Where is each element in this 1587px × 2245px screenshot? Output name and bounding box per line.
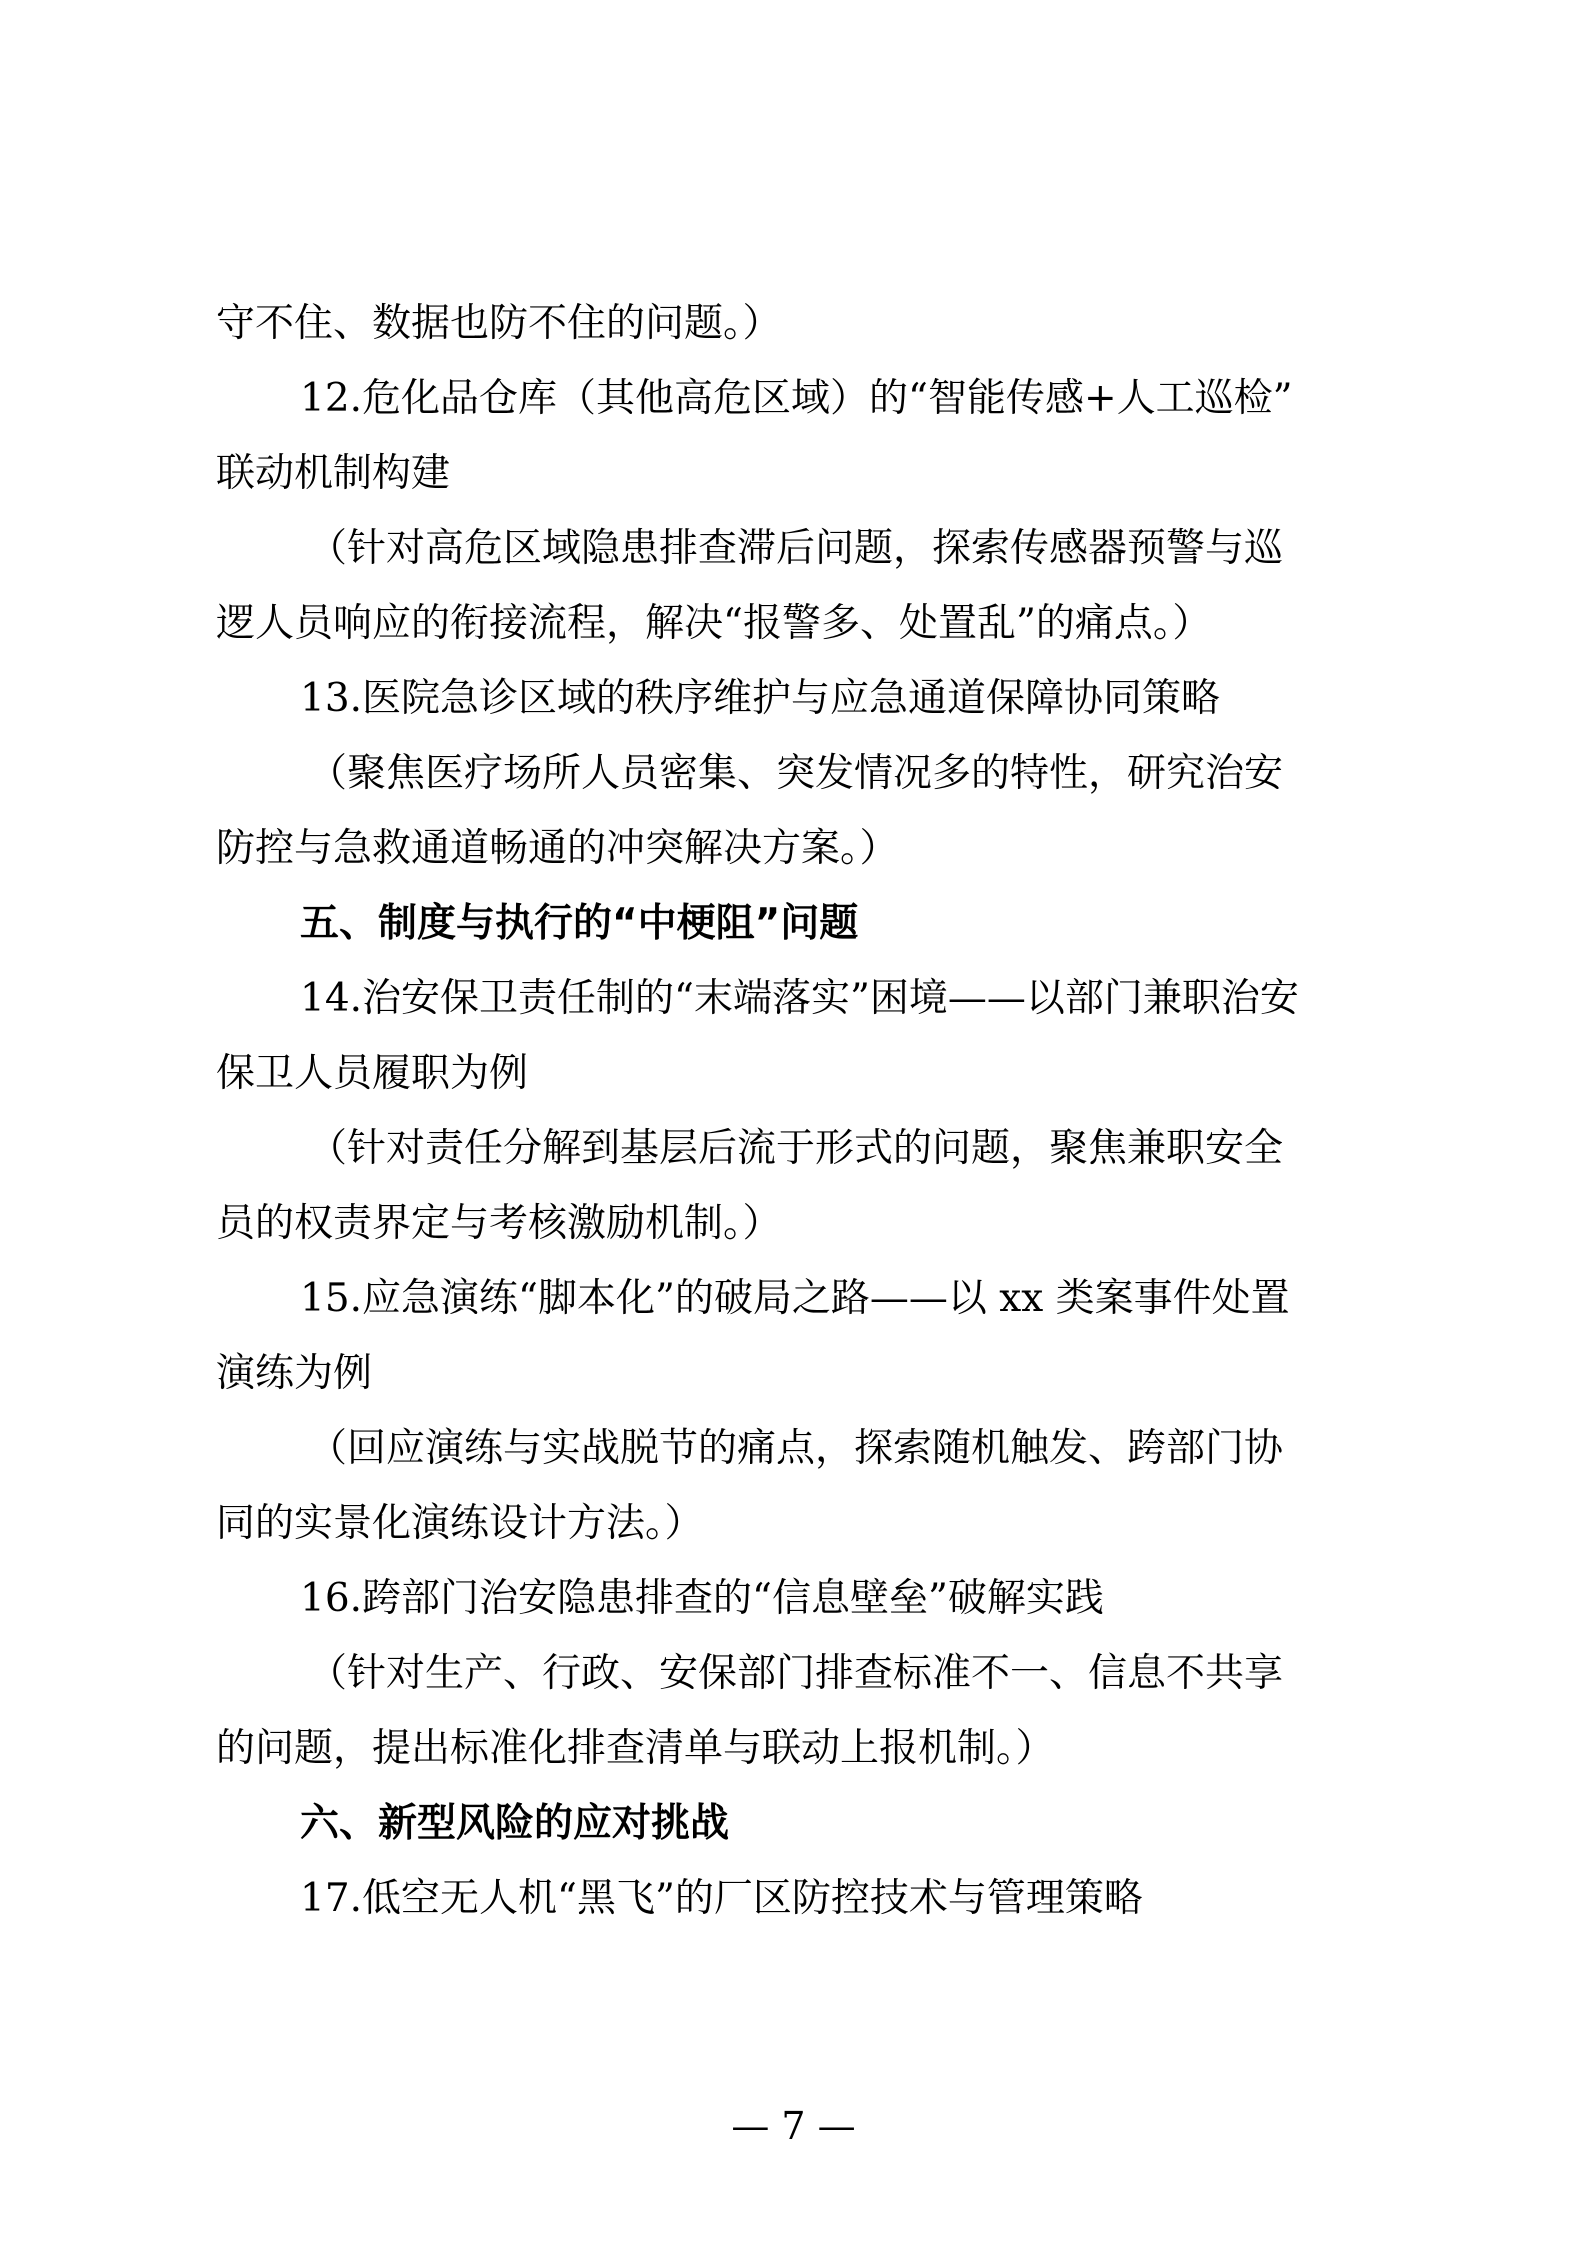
item-13-note: （聚焦医疗场所人员密集、突发情况多的特性，研究治安: [308, 751, 1284, 796]
item-15-note-cont: 同的实景化演练设计方法。）: [216, 1501, 704, 1546]
item-14-title-cont: 保卫人员履职为例: [216, 1051, 529, 1096]
item-12-title: 12.危化品仓库（其他高危区域）的“智能传感+人工巡检”: [300, 376, 1293, 421]
section-6-heading: 六、新型风险的应对挑战: [300, 1801, 730, 1846]
item-15-title-cont: 演练为例: [216, 1351, 373, 1396]
page-number: — 7 —: [731, 2104, 856, 2148]
item-14-note: （针对责任分解到基层后流于形式的问题，聚焦兼职安全: [308, 1126, 1284, 1171]
item-16-note-cont: 的问题，提出标准化排查清单与联动上报机制。）: [216, 1726, 1055, 1771]
item-14-title: 14.治安保卫责任制的“末端落实”困境——以部门兼职治安: [300, 976, 1299, 1021]
item-13-title: 13.医院急诊区域的秩序维护与应急通道保障协同策略: [300, 676, 1221, 721]
item-15-note: （回应演练与实战脱节的痛点，探索随机触发、跨部门协: [308, 1426, 1284, 1471]
item-16-note: （针对生产、行政、安保部门排查标准不一、信息不共享: [308, 1651, 1284, 1696]
item-12-title-cont: 联动机制构建: [216, 451, 451, 496]
paragraph-line: 守不住、数据也防不住的问题。）: [216, 301, 782, 346]
item-14-note-cont: 员的权责界定与考核激励机制。）: [216, 1201, 782, 1246]
item-15-title: 15.应急演练“脚本化”的破局之路——以 xx 类案事件处置: [300, 1276, 1290, 1321]
item-17-title: 17.低空无人机“黑飞”的厂区防控技术与管理策略: [300, 1876, 1143, 1921]
item-13-note-cont: 防控与急救通道畅通的冲突解决方案。）: [216, 826, 899, 871]
section-5-heading: 五、制度与执行的“中梗阻”问题: [300, 901, 859, 946]
item-12-note: （针对高危区域隐患排查滞后问题，探索传感器预警与巡: [308, 526, 1284, 571]
item-16-title: 16.跨部门治安隐患排查的“信息壁垒”破解实践: [300, 1576, 1104, 1621]
item-12-note-cont: 逻人员响应的衔接流程，解决“报警多、处置乱”的痛点。）: [216, 601, 1212, 646]
